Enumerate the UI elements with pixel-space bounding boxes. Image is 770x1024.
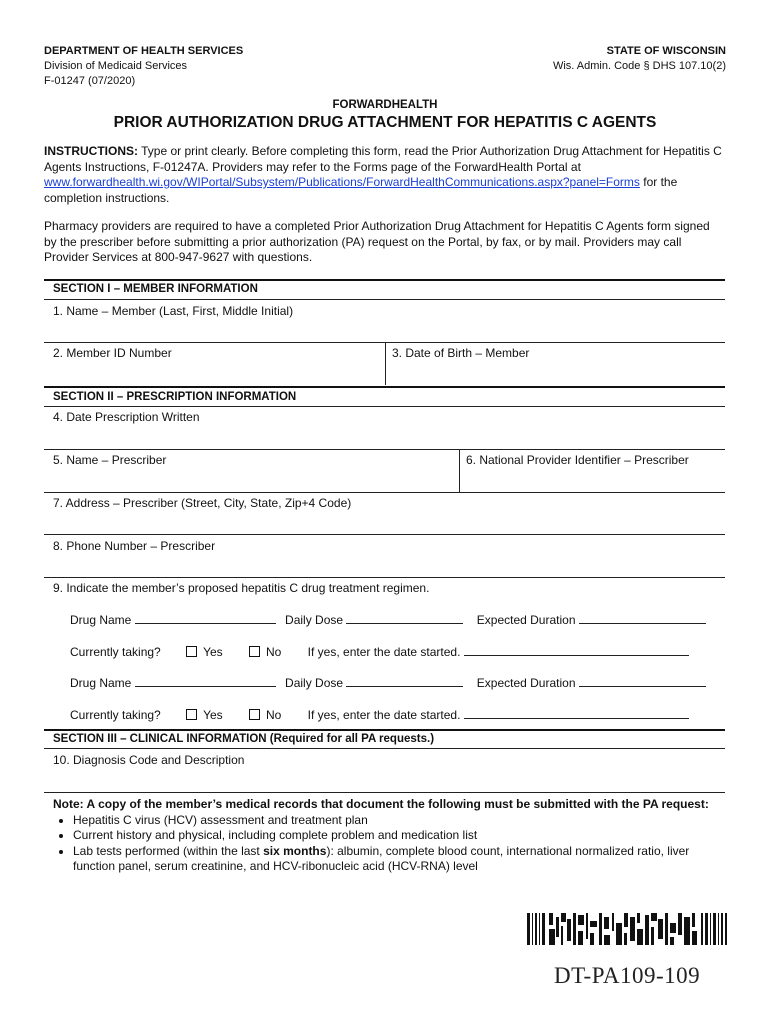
no-label: No — [265, 708, 282, 722]
drug-name-input[interactable] — [135, 611, 276, 624]
prescriber-phone-field[interactable]: 8. Phone Number – Prescriber — [53, 539, 216, 553]
note-heading: Note: A copy of the member’s medical records that document the following must be submitted with the PA request: — [53, 797, 709, 811]
form-number: DT-PA109-109 — [554, 963, 701, 988]
state-name: STATE OF WISCONSIN — [606, 45, 726, 57]
note-item-emphasis: six months — [263, 843, 327, 858]
section-2-title: SECTION II – PRESCRIPTION INFORMATION — [53, 391, 297, 403]
divider — [44, 449, 725, 450]
form-id: F-01247 (07/2020) — [44, 75, 136, 87]
section-divider — [44, 386, 725, 388]
daily-dose-label: Daily Dose — [285, 613, 344, 627]
prescriber-name-field[interactable]: 5. Name – Prescriber — [53, 453, 167, 467]
admin-code: Wis. Admin. Code § DHS 107.10(2) — [552, 60, 726, 72]
pharmacy-note: Pharmacy providers are required to have a completed Prior Authorization Drug Attachment for Hepatitis C Agents form signed by the prescriber before submitting a prior authorization (PA) request on the Portal, by fax, or by mail. Providers may call Provider Services at 800-947-9627 with questions. — [44, 219, 710, 264]
divider — [44, 406, 725, 407]
header-left — [44, 44, 243, 89]
expected-duration-label: Expected Duration — [476, 613, 576, 627]
note-item-text: Lab tests performed (within the last — [73, 843, 264, 858]
yes-label: Yes — [203, 708, 223, 722]
column-divider — [385, 342, 386, 385]
expected-duration-label: Expected Duration — [476, 676, 576, 690]
no-label: No — [265, 645, 282, 659]
regimen-question: 9. Indicate the member’s proposed hepatitis C drug treatment regimen. — [53, 581, 430, 595]
drug-name-label: Drug Name — [70, 613, 132, 627]
drug-name-input[interactable] — [135, 674, 276, 687]
instructions-label: INSTRUCTIONS: — [44, 144, 138, 158]
instructions-text: Type or print clearly. Before completing this form, read the Prior Authorization Drug Attachment for Hepatitis C Agents Instructions, F-01247A. Providers may refer to the Forms page of the ForwardHealth Portal at — [44, 144, 722, 174]
section-1-title: SECTION I – MEMBER INFORMATION — [53, 283, 258, 295]
yes-checkbox[interactable] — [186, 709, 197, 720]
member-name-field[interactable]: 1. Name – Member (Last, First, Middle Initial) — [53, 304, 294, 318]
date-started-input[interactable] — [464, 643, 689, 656]
currently-taking-label: Currently taking? — [70, 708, 161, 722]
prescriber-npi-field[interactable]: 6. National Provider Identifier – Prescriber — [466, 453, 689, 467]
department-name: DEPARTMENT OF HEALTH SERVICES — [44, 45, 244, 57]
page-title: PRIOR AUTHORIZATION DRUG ATTACHMENT FOR HEPATITIS C AGENTS — [113, 114, 657, 131]
note-item: • Hepatitis C virus (HCV) assessment and treatment plan — [73, 813, 713, 829]
yes-label: Yes — [203, 645, 223, 659]
column-divider — [459, 449, 460, 492]
section-divider — [44, 729, 725, 731]
no-checkbox[interactable] — [249, 709, 260, 720]
section-3-title: SECTION III – CLINICAL INFORMATION (Required for all PA requests.) — [53, 733, 435, 745]
date-started-label: If yes, enter the date started. — [307, 645, 461, 659]
section-divider — [44, 279, 725, 281]
drug-row-2 — [70, 674, 706, 690]
division-name: Division of Medicaid Services — [44, 60, 188, 72]
date-started-input[interactable] — [464, 706, 689, 719]
no-option[interactable] — [249, 708, 281, 722]
instructions-paragraph — [44, 144, 724, 206]
drug-row-1 — [70, 611, 706, 627]
currently-taking-row-1 — [70, 643, 689, 659]
divider — [44, 534, 725, 535]
records-note — [53, 797, 713, 875]
divider — [44, 492, 725, 493]
divider — [44, 299, 725, 300]
yes-option[interactable] — [186, 708, 223, 722]
yes-option[interactable] — [186, 645, 223, 659]
expected-duration-input[interactable] — [579, 611, 706, 624]
barcode-image — [527, 913, 727, 945]
daily-dose-label: Daily Dose — [285, 676, 344, 690]
header-right — [553, 44, 726, 74]
member-dob-field[interactable]: 3. Date of Birth – Member — [392, 346, 530, 360]
note-list — [53, 813, 713, 875]
drug-name-label: Drug Name — [70, 676, 132, 690]
yes-checkbox[interactable] — [186, 646, 197, 657]
no-option[interactable] — [249, 645, 281, 659]
no-checkbox[interactable] — [249, 646, 260, 657]
expected-duration-input[interactable] — [579, 674, 706, 687]
note-item — [73, 844, 713, 875]
currently-taking-row-2 — [70, 706, 689, 722]
divider — [44, 748, 725, 749]
divider — [44, 577, 725, 578]
daily-dose-input[interactable] — [346, 611, 463, 624]
diagnosis-field[interactable]: 10. Diagnosis Code and Description — [53, 753, 245, 767]
instructions-text-end: for the completion instructions. — [44, 175, 678, 205]
note-item: • Current history and physical, including complete problem and medication list — [73, 828, 713, 844]
agency-name: FORWARDHEALTH — [332, 99, 438, 111]
prescriber-address-field[interactable]: 7. Address – Prescriber (Street, City, State, Zip+4 Code) — [53, 496, 352, 510]
member-id-field[interactable]: 2. Member ID Number — [53, 346, 172, 360]
note-item-text: ): albumin, complete blood count, international normalized ratio, liver function panel, serum creatinine, and HCV-ribonucleic acid (HCV-RNA) level — [73, 843, 690, 873]
currently-taking-label: Currently taking? — [70, 645, 161, 659]
date-started-label: If yes, enter the date started. — [307, 708, 461, 722]
date-written-field[interactable]: 4. Date Prescription Written — [53, 410, 200, 424]
forms-page-link[interactable]: www.forwardhealth.wi.gov/WIPortal/Subsystem/Publications/ForwardHealthCommunications.aspx?panel=Forms — [44, 175, 640, 189]
daily-dose-input[interactable] — [346, 674, 463, 687]
divider — [44, 792, 725, 793]
